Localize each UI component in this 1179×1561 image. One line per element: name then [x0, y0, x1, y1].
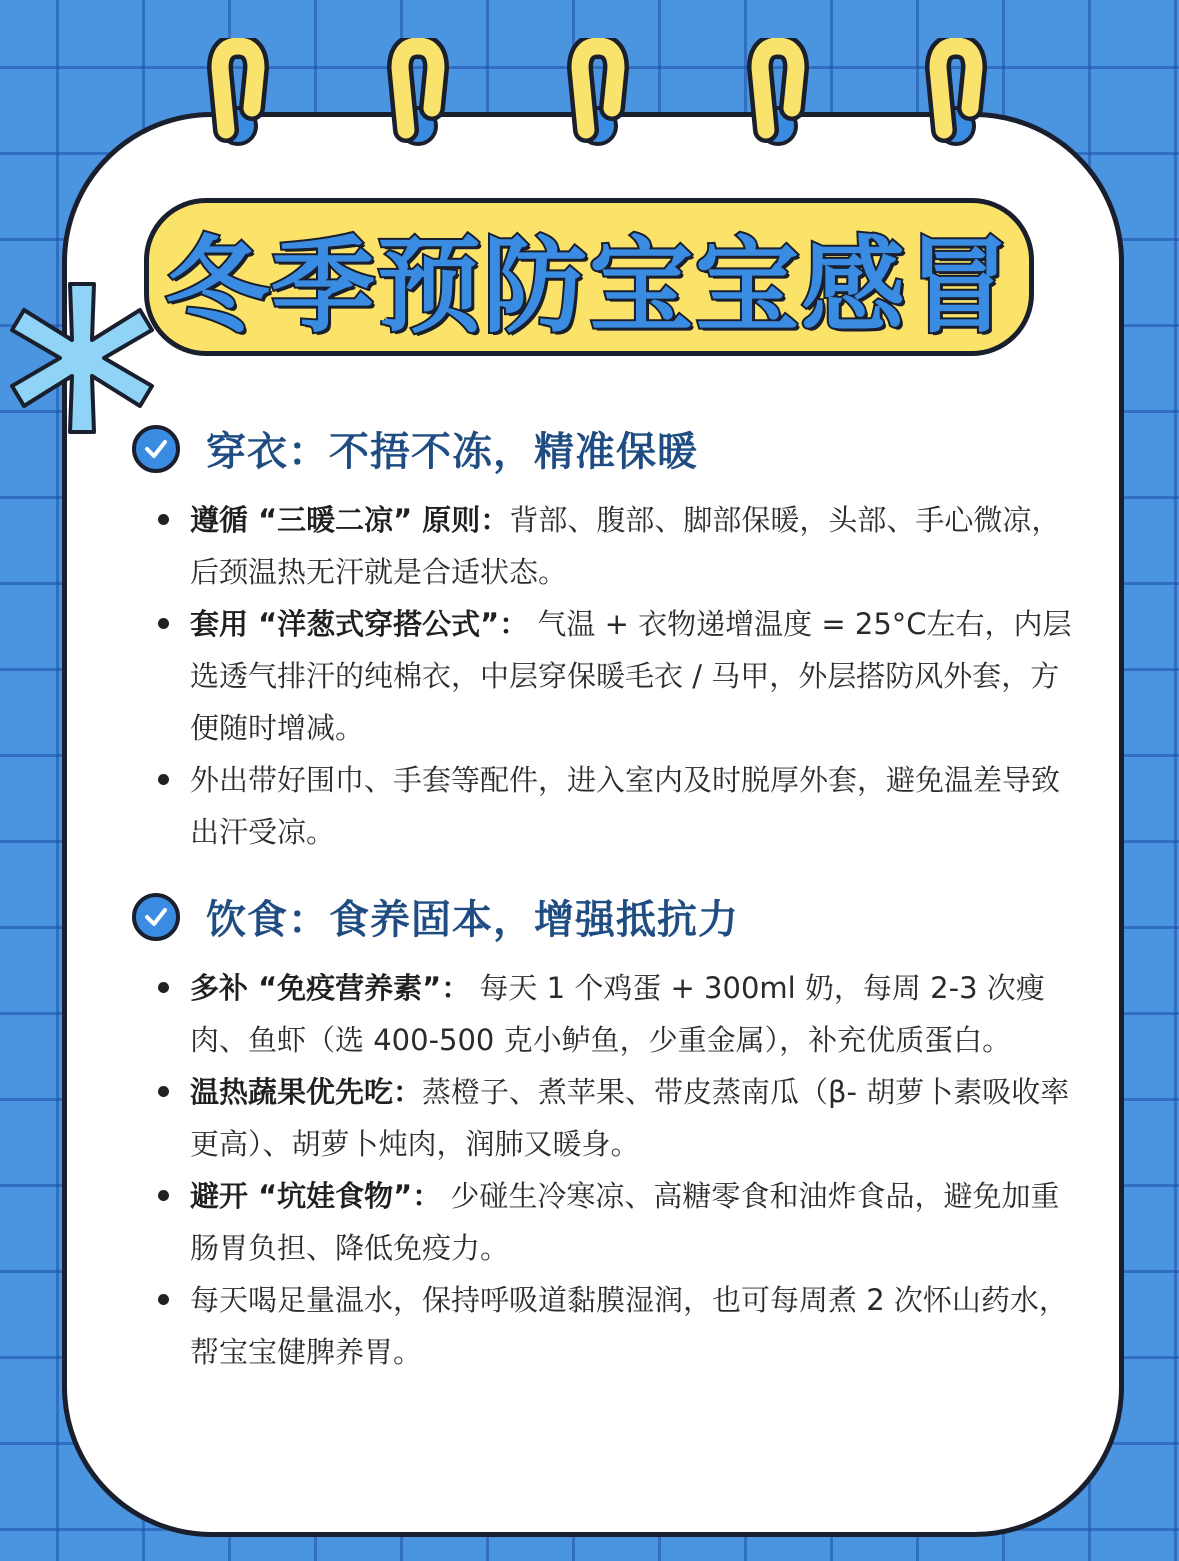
list-item-lead: 套用 “洋葱式穿搭公式”：	[190, 607, 529, 641]
binder-ring-icon	[746, 38, 810, 148]
list-item	[158, 754, 1088, 858]
list-item-text: 蒸橙子、煮苹果、带皮蒸南瓜（β- 胡萝卜素吸收率更高）、胡萝卜炖肉，润肺又暖身。	[190, 1075, 1070, 1161]
binder-ring-icon	[386, 38, 450, 148]
list-item	[158, 1274, 1088, 1378]
binder-ring-icon	[924, 38, 988, 148]
list-item-text: 少碰生冷寒凉、高糖零食和油炸食品，避免加重肠胃负担、降低免疫力。	[190, 1179, 1060, 1265]
list-item-lead: 避开 “坑娃食物”：	[190, 1179, 442, 1213]
check-circle-icon	[132, 893, 180, 941]
list-item-text: 外出带好围巾、手套等配件，进入室内及时脱厚外套，避免温差导致出汗受凉。	[190, 763, 1061, 849]
binder-ring-icon	[566, 38, 630, 148]
list-item	[158, 598, 1088, 754]
list-item-lead: 温热蔬果优先吃：	[190, 1075, 423, 1109]
page-title: 冬季预防宝宝感冒	[164, 225, 1013, 347]
list-item-text: 每天 1 个鸡蛋 + 300ml 奶，每周 2-3 次瘦肉、鱼虾（选 400-500 克小鲈鱼，少重金属），补充优质蛋白。	[190, 971, 1045, 1057]
list-item-text: 背部、腹部、脚部保暖，头部、手心微凉，后颈温热无汗就是合适状态。	[190, 503, 1061, 589]
list-item	[158, 1066, 1088, 1170]
section-heading-diet	[132, 888, 739, 945]
clothing-list	[158, 494, 1088, 858]
list-item	[158, 494, 1088, 598]
list-item-lead: 遵循 “三暖二凉” 原则：	[190, 503, 510, 537]
diet-list	[158, 962, 1088, 1378]
section-title: 饮食：食养固本，增强抵抗力	[206, 897, 739, 943]
section-title: 穿衣：不捂不冻，精准保暖	[206, 429, 698, 475]
section-heading-clothing	[132, 420, 698, 477]
list-item	[158, 962, 1088, 1066]
snowflake-icon	[0, 278, 170, 438]
check-circle-icon	[132, 425, 180, 473]
list-item	[158, 1170, 1088, 1274]
list-item-lead: 多补 “免疫营养素”：	[190, 971, 471, 1005]
list-item-text: 每天喝足量温水，保持呼吸道黏膜湿润，也可每周煮 2 次怀山药水，帮宝宝健脾养胃。	[190, 1283, 1068, 1369]
title-banner	[144, 198, 1034, 356]
list-item-text: 气温 + 衣物递增温度 = 25°C左右，内层选透气排汗的纯棉衣，中层穿保暖毛衣 / 马甲，外层搭防风外套，方便随时增减。	[190, 607, 1072, 745]
binder-ring-icon	[206, 38, 270, 148]
